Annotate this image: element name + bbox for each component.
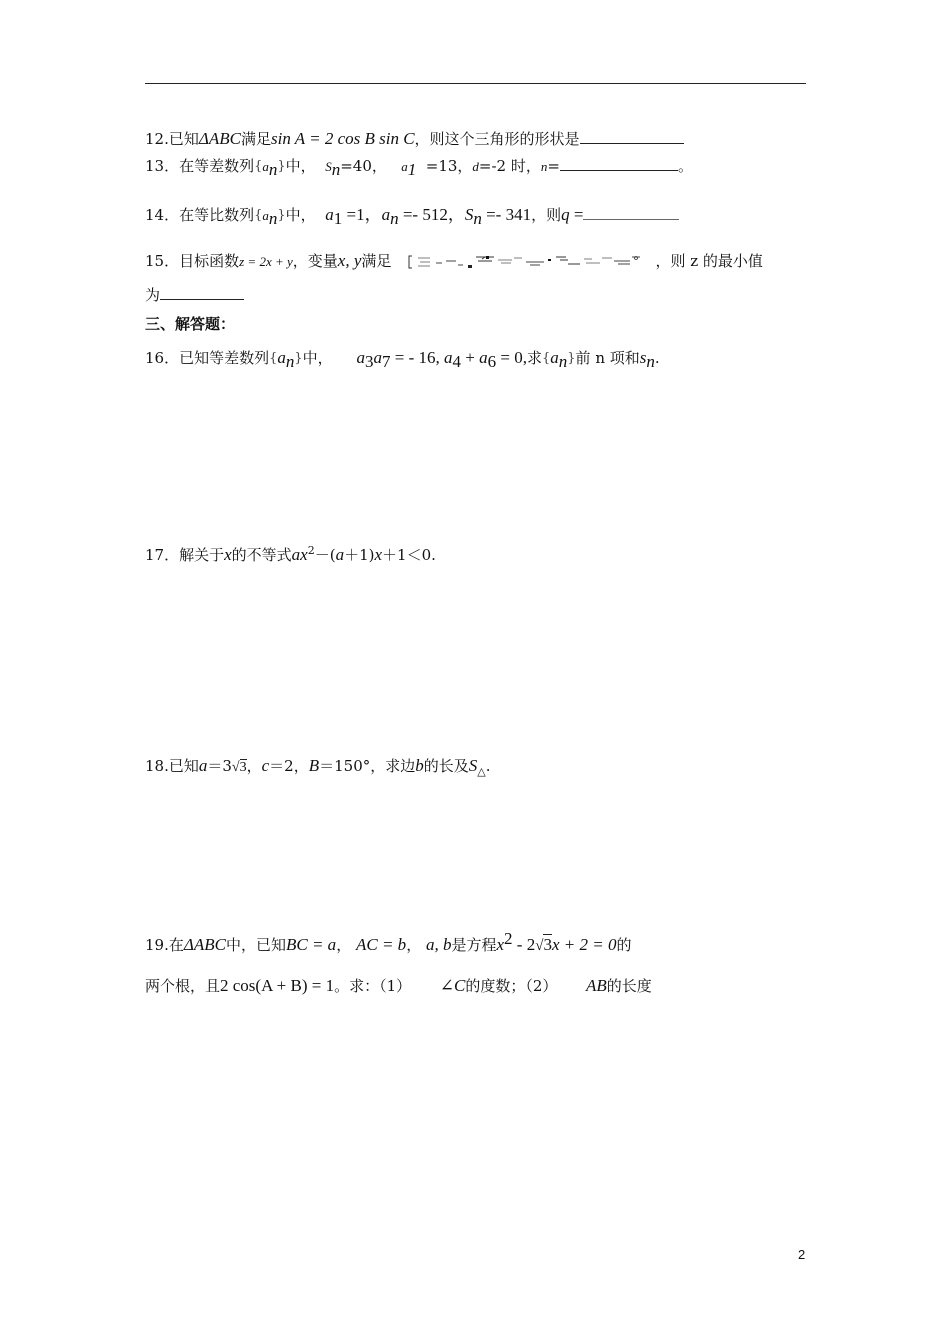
text: ＝3 <box>207 757 232 775</box>
subscript: △ <box>477 765 486 778</box>
text: 满足 <box>240 130 271 148</box>
text: . <box>485 757 491 775</box>
answer-blank[interactable] <box>160 283 244 300</box>
section-heading: 三、解答题： <box>145 315 236 333</box>
subscript: n <box>390 209 399 228</box>
math-var: a <box>444 348 453 367</box>
math-vars: a, b <box>425 935 452 954</box>
math-var: a <box>198 756 208 775</box>
math-var: x <box>224 545 232 564</box>
text: . <box>654 349 660 367</box>
math-var: ax <box>291 545 308 564</box>
question-number: 15． <box>145 252 180 270</box>
text: 中， <box>285 157 316 175</box>
subscript: n <box>331 160 341 179</box>
subscript: 6 <box>487 352 497 371</box>
math-triangle-abc: ΔABC <box>183 935 226 954</box>
math-var: x <box>374 545 383 564</box>
math-var: x <box>496 935 505 954</box>
answer-blank[interactable] <box>583 209 679 220</box>
sqrt-icon: √ <box>535 938 544 954</box>
brace: } <box>567 351 576 366</box>
subscript: n <box>268 160 278 179</box>
text: = <box>547 157 560 175</box>
text: 是方程 <box>451 936 497 954</box>
page-number: 2 <box>798 1247 806 1262</box>
math-text: = 0, <box>496 348 527 367</box>
superscript: 2 <box>307 544 315 557</box>
brace: { <box>254 208 263 223</box>
text: －( <box>314 546 336 564</box>
math-var: q <box>561 205 570 224</box>
text: =13， <box>425 157 473 175</box>
brace: } <box>277 208 286 223</box>
text: 的不等式 <box>231 546 292 564</box>
question-number: 12. <box>145 130 169 148</box>
text: =1， <box>342 205 382 224</box>
text: 两个根，且 <box>145 977 221 995</box>
answer-blank[interactable] <box>580 127 684 144</box>
question-16 <box>145 347 660 373</box>
text: ， <box>336 936 352 954</box>
text: 中， <box>285 206 316 224</box>
text: 的长及 <box>423 757 469 775</box>
math-var: a <box>325 205 334 224</box>
text: ，则 z 的最小值 <box>655 252 763 270</box>
text: ＋1＜0. <box>382 546 436 564</box>
text: =40， <box>340 157 387 175</box>
question-18 <box>145 755 491 783</box>
text: ＋1) <box>344 546 375 564</box>
question-12 <box>145 127 684 150</box>
text: 已知等差数列 <box>179 349 270 367</box>
subscript: 1 <box>333 209 343 228</box>
math-var: a <box>550 348 559 367</box>
math-triangle-abc: ΔABC <box>198 129 241 148</box>
subscript: n <box>558 352 568 371</box>
text: 的 <box>616 936 632 954</box>
math-var: d <box>472 159 479 174</box>
question-14 <box>145 204 679 230</box>
text: ，则这个三角形的形状是 <box>414 130 580 148</box>
text: 的度数；（2） <box>465 977 558 995</box>
text: 目标函数 <box>179 252 240 270</box>
question-19 <box>145 928 631 957</box>
math-var: a <box>262 208 269 223</box>
math-var: s <box>639 348 647 367</box>
question-15 <box>145 250 763 273</box>
subscript: n <box>268 209 278 228</box>
math-angle: ∠C <box>439 976 466 995</box>
math-text: = - 16, <box>390 348 445 367</box>
question-number: 19. <box>145 936 169 954</box>
text: ，变量 <box>292 252 338 270</box>
math-var: B <box>308 756 320 775</box>
text: 已知 <box>168 757 199 775</box>
text: 解关于 <box>179 546 225 564</box>
math-text: - 2 <box>512 935 536 954</box>
math-var: S <box>325 159 332 174</box>
text: ＝2， <box>269 757 309 775</box>
superscript: 2 <box>504 929 513 948</box>
text: 中， <box>302 349 333 367</box>
question-number: 14． <box>145 206 180 224</box>
answer-blank[interactable] <box>560 154 678 171</box>
math-var: a <box>381 205 391 224</box>
question-15-continued <box>145 283 244 306</box>
math-segment: AB <box>586 976 607 995</box>
text: 。 <box>677 157 693 175</box>
text: 在等比数列 <box>179 206 255 224</box>
subscript: n <box>473 209 482 228</box>
subscript: 4 <box>452 352 462 371</box>
math-equation: x + 2 = 0 <box>551 935 617 954</box>
math-var: a <box>356 348 366 367</box>
text: =- 512， <box>398 205 465 224</box>
math-objective: z = 2x + y <box>239 254 293 269</box>
question-number: 13． <box>145 157 180 175</box>
question-13 <box>145 154 693 181</box>
brace: { <box>269 351 278 366</box>
math-text: + <box>461 348 480 367</box>
text: ，则 <box>531 206 562 224</box>
brace: } <box>277 159 286 174</box>
question-number: 16． <box>145 349 180 367</box>
subscript: n <box>646 352 655 371</box>
math-vars: x, y <box>337 251 362 270</box>
math-equation: sin A = 2 cos B sin C <box>270 129 415 148</box>
text: 已知 <box>168 130 199 148</box>
math-var: a <box>401 159 408 174</box>
math-var: S <box>464 205 474 224</box>
brace: { <box>254 159 263 174</box>
subscript: 7 <box>382 352 391 371</box>
text: 为 <box>145 286 161 304</box>
sqrt-radicand: 3 <box>239 760 247 775</box>
text: 中，已知 <box>225 936 286 954</box>
text: 。求：（1） <box>334 977 412 995</box>
brace: { <box>541 351 551 366</box>
text: =- 341 <box>481 205 532 224</box>
constraint-system-image <box>406 254 651 270</box>
question-19-continued <box>145 975 652 997</box>
sqrt-radicand: 3 <box>543 935 552 954</box>
math-equation: 2 cos(A + B) = 1 <box>220 976 335 995</box>
text: 满足 <box>361 252 392 270</box>
subscript: 3 <box>365 352 374 371</box>
text: 在等差数列 <box>179 157 255 175</box>
text: ＝150°，求边 <box>319 757 416 775</box>
text: 前 n 项和 <box>575 349 640 367</box>
math-var: S <box>468 756 478 775</box>
math-equation: AC = b <box>355 935 407 954</box>
text: ， <box>246 757 262 775</box>
text: 在 <box>168 936 184 954</box>
math-var: n <box>540 159 548 174</box>
text: 求 <box>526 349 542 367</box>
math-var: a <box>277 348 286 367</box>
math-var: c <box>261 756 270 775</box>
text: ， <box>406 936 422 954</box>
sqrt-icon: √ <box>231 760 240 775</box>
question-number: 18. <box>145 757 169 775</box>
subscript: n <box>285 352 295 371</box>
math-var: a <box>479 348 488 367</box>
header-rule <box>145 83 806 84</box>
brace: } <box>294 351 303 366</box>
text: 的长度 <box>606 977 652 995</box>
math-var: a <box>262 159 269 174</box>
question-17 <box>145 540 436 566</box>
text: =-2 时， <box>478 157 541 175</box>
math-var: b <box>415 756 424 775</box>
question-number: 17． <box>145 546 180 564</box>
subscript: 1 <box>407 160 417 179</box>
math-equation: BC = a <box>285 935 337 954</box>
math-var: a <box>335 545 345 564</box>
text: = <box>569 205 584 224</box>
math-var: a <box>373 348 383 367</box>
